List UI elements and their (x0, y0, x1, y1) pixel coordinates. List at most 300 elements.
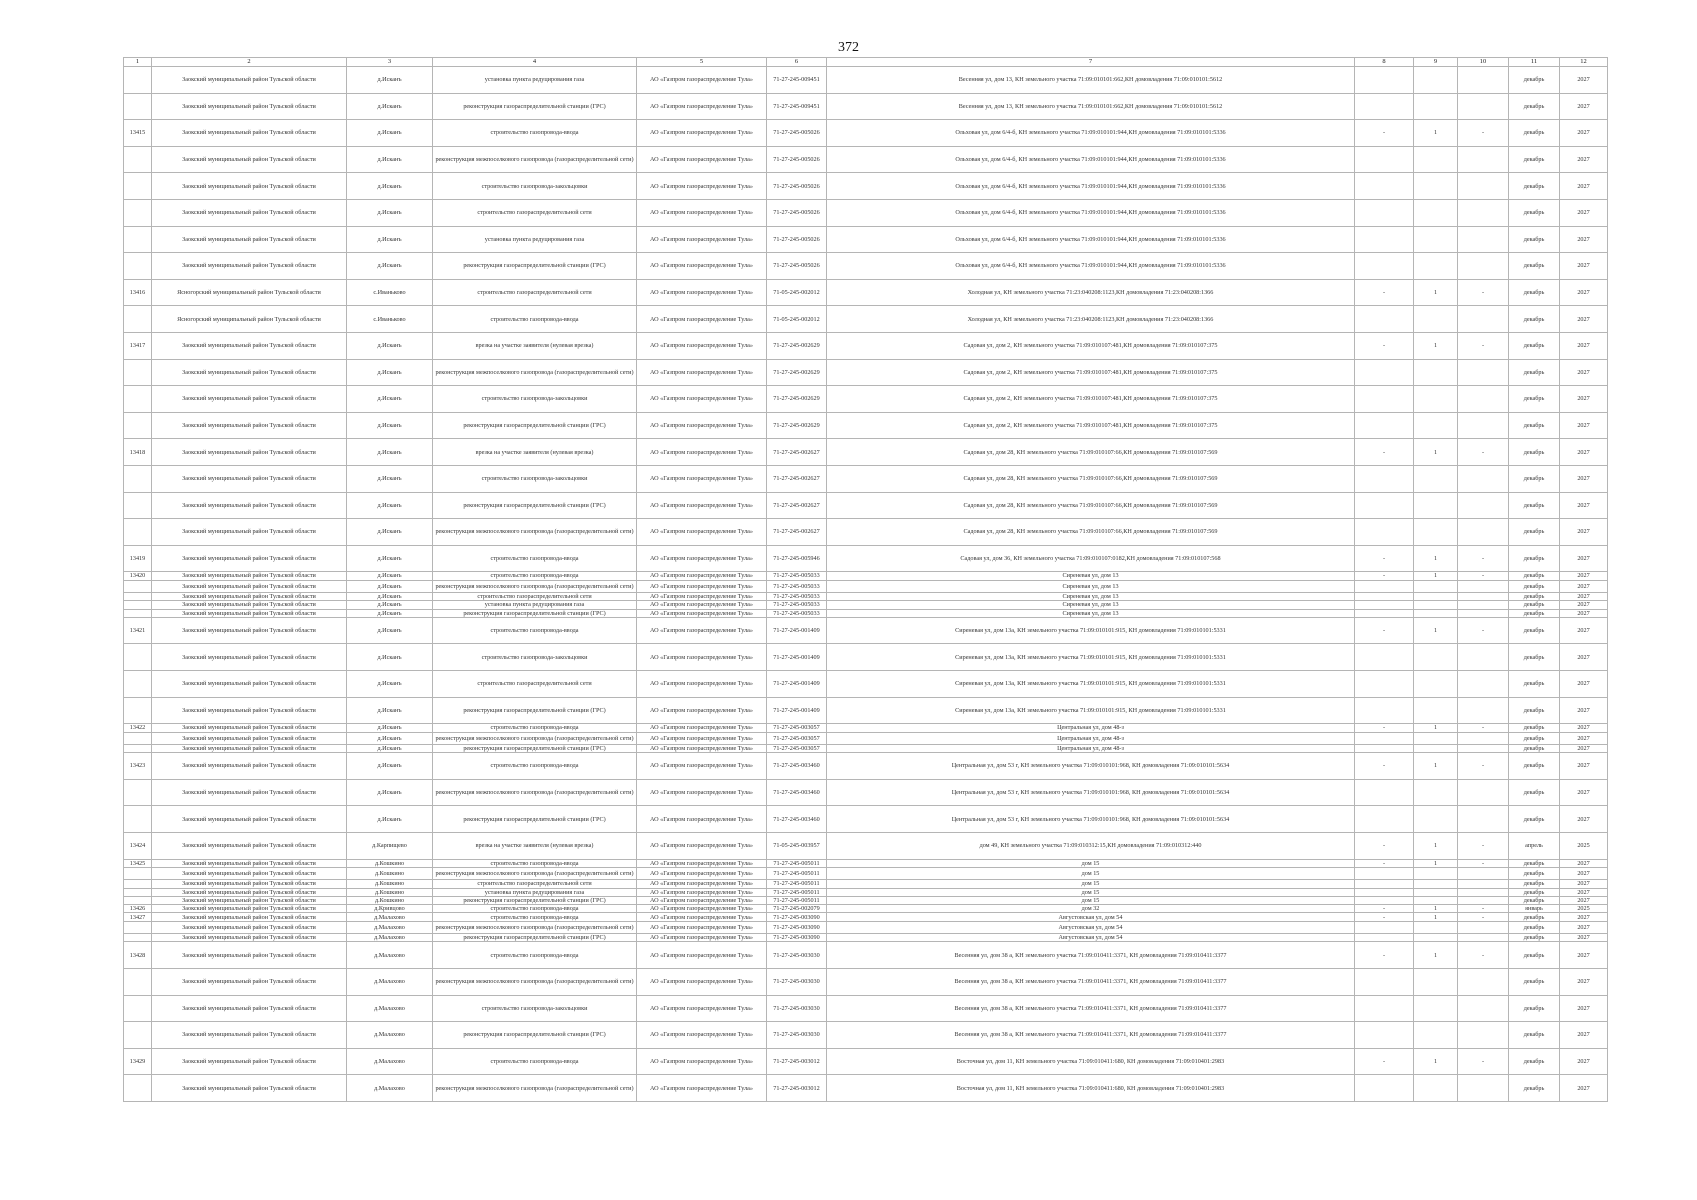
col10-cell (1458, 519, 1509, 546)
table-row (124, 67, 1608, 94)
column-header: 2 (152, 58, 347, 67)
application-code-cell: 71-27-245-003460 (767, 779, 827, 806)
col8-cell (1355, 969, 1414, 996)
col10-cell (1458, 644, 1509, 671)
month-cell: декабрь (1509, 545, 1560, 572)
year-cell: 2027 (1560, 753, 1608, 780)
row-number-cell (124, 806, 152, 833)
district-cell: Заокский муниципальный район Тульской области (152, 1048, 347, 1075)
district-cell: Заокский муниципальный район Тульской области (152, 1075, 347, 1102)
row-number-cell (124, 888, 152, 896)
organization-cell: АО «Газпром газораспределение Тула» (637, 580, 767, 592)
district-cell: Заокский муниципальный район Тульской области (152, 332, 347, 359)
district-cell: Заокский муниципальный район Тульской области (152, 253, 347, 280)
month-cell: декабрь (1509, 724, 1560, 732)
col9-cell (1414, 592, 1458, 600)
col10-cell: - (1458, 572, 1509, 580)
work-type-cell: строительство газопровода-ввода (433, 913, 637, 921)
month-cell: декабрь (1509, 609, 1560, 617)
settlement-cell: д.Кошкино (347, 888, 433, 896)
application-code-cell: 71-05-245-003957 (767, 833, 827, 860)
district-cell: Заокский муниципальный район Тульской области (152, 592, 347, 600)
col8-cell (1355, 519, 1414, 546)
application-code-cell: 71-27-245-001409 (767, 644, 827, 671)
month-cell: декабрь (1509, 732, 1560, 744)
col8-cell (1355, 492, 1414, 519)
table-row (124, 744, 1608, 752)
year-cell: 2027 (1560, 146, 1608, 173)
settlement-cell: с.Иваньково (347, 279, 433, 306)
col9-cell (1414, 779, 1458, 806)
district-cell: Заокский муниципальный район Тульской области (152, 644, 347, 671)
district-cell: Заокский муниципальный район Тульской области (152, 386, 347, 413)
col9-cell: 1 (1414, 617, 1458, 644)
application-code-cell: 71-27-245-005033 (767, 580, 827, 592)
month-cell: декабрь (1509, 867, 1560, 879)
settlement-cell: д.Исканъ (347, 779, 433, 806)
work-type-cell: реконструкция газораспределительной станции (ГРС) (433, 697, 637, 724)
year-cell: 2027 (1560, 867, 1608, 879)
month-cell: декабрь (1509, 93, 1560, 120)
application-code-cell: 71-27-245-003057 (767, 724, 827, 732)
col9-cell (1414, 253, 1458, 280)
organization-cell: АО «Газпром газораспределение Тула» (637, 609, 767, 617)
row-number-cell (124, 306, 152, 333)
settlement-cell: д.Исканъ (347, 465, 433, 492)
table-row (124, 779, 1608, 806)
organization-cell: АО «Газпром газораспределение Тула» (637, 913, 767, 921)
row-number-cell (124, 592, 152, 600)
row-number-cell (124, 671, 152, 698)
organization-cell: АО «Газпром газораспределение Тула» (637, 779, 767, 806)
address-cell: Садовая ул, дом 28, КН земельного участка 71:09:010107:66,КН домовладения 71:09:010107:569 (827, 439, 1355, 466)
table-row (124, 969, 1608, 996)
application-code-cell: 71-27-245-002079 (767, 905, 827, 913)
application-code-cell: 71-27-245-005011 (767, 888, 827, 896)
district-cell: Заокский муниципальный район Тульской области (152, 146, 347, 173)
work-type-cell: строительство газопровода-ввода (433, 545, 637, 572)
work-type-cell: строительство газопровода-ввода (433, 120, 637, 147)
application-code-cell: 71-27-245-003057 (767, 744, 827, 752)
col10-cell (1458, 67, 1509, 94)
address-cell: Восточная ул, дом 11, КН земельного участка 71:09:010411:680, КН домовладения 71:09:010401:2983 (827, 1048, 1355, 1075)
col9-cell (1414, 465, 1458, 492)
column-header: 3 (347, 58, 433, 67)
address-cell: Садовая ул, дом 2, КН земельного участка 71:09:010107:481,КН домовладения 71:09:010107:375 (827, 386, 1355, 413)
table-row (124, 412, 1608, 439)
settlement-cell: д.Исканъ (347, 601, 433, 609)
year-cell: 2027 (1560, 173, 1608, 200)
year-cell: 2027 (1560, 779, 1608, 806)
address-cell: Садовая ул, дом 28, КН земельного участка 71:09:010107:66,КН домовладения 71:09:010107:569 (827, 519, 1355, 546)
settlement-cell: д.Исканъ (347, 412, 433, 439)
year-cell: 2027 (1560, 580, 1608, 592)
col9-cell: 1 (1414, 279, 1458, 306)
table-row (124, 359, 1608, 386)
work-type-cell: реконструкция газораспределительной станции (ГРС) (433, 806, 637, 833)
col8-cell: - (1355, 859, 1414, 867)
work-type-cell: установка пункта редуцирования газа (433, 226, 637, 253)
col10-cell: - (1458, 439, 1509, 466)
application-code-cell: 71-27-245-009451 (767, 93, 827, 120)
district-cell: Заокский муниципальный район Тульской области (152, 753, 347, 780)
application-code-cell: 71-27-245-002629 (767, 332, 827, 359)
address-cell: Садовая ул, дом 2, КН земельного участка 71:09:010107:481,КН домовладения 71:09:010107:375 (827, 359, 1355, 386)
col8-cell (1355, 412, 1414, 439)
month-cell: декабрь (1509, 779, 1560, 806)
district-cell: Заокский муниципальный район Тульской области (152, 173, 347, 200)
district-cell: Заокский муниципальный район Тульской области (152, 859, 347, 867)
organization-cell: АО «Газпром газораспределение Тула» (637, 1048, 767, 1075)
settlement-cell: д.Исканъ (347, 519, 433, 546)
district-cell: Заокский муниципальный район Тульской области (152, 93, 347, 120)
col8-cell (1355, 888, 1414, 896)
month-cell: декабрь (1509, 279, 1560, 306)
row-number-cell: 13421 (124, 617, 152, 644)
address-cell: Сиреневая ул, дом 13а, КН земельного участка 71:09:010101:915, КН домовладения 71:09:010101:5331 (827, 617, 1355, 644)
district-cell: Заокский муниципальный район Тульской области (152, 359, 347, 386)
col10-cell: - (1458, 859, 1509, 867)
address-cell: Августовская ул, дом 54 (827, 921, 1355, 933)
month-cell: декабрь (1509, 67, 1560, 94)
address-cell: Сиреневая ул, дом 13 (827, 592, 1355, 600)
address-cell: Садовая ул, дом 2, КН земельного участка 71:09:010107:481,КН домовладения 71:09:010107:375 (827, 332, 1355, 359)
address-cell: дом 32 (827, 905, 1355, 913)
table-row (124, 572, 1608, 580)
settlement-cell: д.Исканъ (347, 173, 433, 200)
application-code-cell: 71-27-245-001409 (767, 617, 827, 644)
table-row (124, 580, 1608, 592)
col9-cell (1414, 671, 1458, 698)
organization-cell: АО «Газпром газораспределение Тула» (637, 896, 767, 904)
table-row (124, 921, 1608, 933)
year-cell: 2027 (1560, 359, 1608, 386)
month-cell: декабрь (1509, 412, 1560, 439)
application-code-cell: 71-27-245-005033 (767, 592, 827, 600)
month-cell: декабрь (1509, 644, 1560, 671)
district-cell: Ясногорский муниципальный район Тульской области (152, 279, 347, 306)
month-cell: декабрь (1509, 519, 1560, 546)
address-cell: Сиреневая ул, дом 13а, КН земельного участка 71:09:010101:915, КН домовладения 71:09:010101:5331 (827, 644, 1355, 671)
district-cell: Заокский муниципальный район Тульской области (152, 833, 347, 860)
col8-cell (1355, 580, 1414, 592)
month-cell: декабрь (1509, 969, 1560, 996)
month-cell: декабрь (1509, 386, 1560, 413)
col9-cell (1414, 921, 1458, 933)
organization-cell: АО «Газпром газораспределение Тула» (637, 492, 767, 519)
address-cell: Центральная ул, дом 48-з (827, 724, 1355, 732)
address-cell: Весенняя ул, дом 38 а, КН земельного участка 71:09:010411:3371, КН домовладения 71:09:010411:3377 (827, 969, 1355, 996)
application-code-cell: 71-27-245-005026 (767, 173, 827, 200)
work-type-cell: установка пункта редуцирования газа (433, 601, 637, 609)
row-number-cell (124, 93, 152, 120)
organization-cell: АО «Газпром газораспределение Тула» (637, 572, 767, 580)
application-code-cell: 71-27-245-002629 (767, 359, 827, 386)
col10-cell (1458, 386, 1509, 413)
col9-cell (1414, 744, 1458, 752)
settlement-cell: д.Исканъ (347, 492, 433, 519)
address-cell: дом 15 (827, 867, 1355, 879)
organization-cell: АО «Газпром газораспределение Тула» (637, 697, 767, 724)
year-cell: 2027 (1560, 921, 1608, 933)
table-row (124, 888, 1608, 896)
month-cell: декабрь (1509, 465, 1560, 492)
column-header: 4 (433, 58, 637, 67)
settlement-cell: д.Исканъ (347, 592, 433, 600)
row-number-cell: 13425 (124, 859, 152, 867)
col9-cell (1414, 1075, 1458, 1102)
application-code-cell: 71-27-245-005011 (767, 896, 827, 904)
organization-cell: АО «Газпром газораспределение Тула» (637, 359, 767, 386)
col8-cell (1355, 934, 1414, 942)
address-cell: Центральная ул, дом 48-з (827, 744, 1355, 752)
table-row (124, 753, 1608, 780)
work-type-cell: строительство газораспределительной сети (433, 199, 637, 226)
col8-cell (1355, 93, 1414, 120)
organization-cell: АО «Газпром газораспределение Тула» (637, 1075, 767, 1102)
application-code-cell: 71-27-245-001409 (767, 671, 827, 698)
col8-cell (1355, 880, 1414, 888)
col10-cell (1458, 806, 1509, 833)
year-cell: 2027 (1560, 644, 1608, 671)
application-code-cell: 71-27-245-005033 (767, 572, 827, 580)
organization-cell: АО «Газпром газораспределение Тула» (637, 545, 767, 572)
district-cell: Заокский муниципальный район Тульской области (152, 969, 347, 996)
table-row (124, 279, 1608, 306)
work-type-cell: строительство газопровода-ввода (433, 617, 637, 644)
work-type-cell: реконструкция межпоселкового газопровода (газораспределительной сети) (433, 359, 637, 386)
row-number-cell (124, 173, 152, 200)
district-cell: Заокский муниципальный район Тульской области (152, 226, 347, 253)
col10-cell (1458, 969, 1509, 996)
organization-cell: АО «Газпром газораспределение Тула» (637, 306, 767, 333)
district-cell: Заокский муниципальный район Тульской области (152, 934, 347, 942)
address-cell: Центральная ул, дом 53 г, КН земельного участка 71:09:010101:968, КН домовладения 71:09:010101:5634 (827, 806, 1355, 833)
settlement-cell: д.Исканъ (347, 67, 433, 94)
year-cell: 2027 (1560, 412, 1608, 439)
year-cell: 2027 (1560, 880, 1608, 888)
district-cell: Заокский муниципальный район Тульской области (152, 779, 347, 806)
work-type-cell: реконструкция газораспределительной станции (ГРС) (433, 93, 637, 120)
column-header: 1 (124, 58, 152, 67)
settlement-cell: д.Исканъ (347, 806, 433, 833)
year-cell: 2027 (1560, 226, 1608, 253)
district-cell: Заокский муниципальный район Тульской области (152, 913, 347, 921)
year-cell: 2027 (1560, 995, 1608, 1022)
col10-cell (1458, 580, 1509, 592)
month-cell: декабрь (1509, 306, 1560, 333)
month-cell: декабрь (1509, 120, 1560, 147)
settlement-cell: д.Кошкино (347, 867, 433, 879)
month-cell: декабрь (1509, 896, 1560, 904)
work-type-cell: реконструкция межпоселкового газопровода (газораспределительной сети) (433, 1075, 637, 1102)
row-number-cell (124, 995, 152, 1022)
col9-cell (1414, 146, 1458, 173)
settlement-cell: д.Исканъ (347, 644, 433, 671)
table-row (124, 880, 1608, 888)
row-number-cell: 13423 (124, 753, 152, 780)
month-cell: декабрь (1509, 253, 1560, 280)
col9-cell: 1 (1414, 545, 1458, 572)
settlement-cell: д.Исканъ (347, 93, 433, 120)
address-cell: дом 15 (827, 859, 1355, 867)
organization-cell: АО «Газпром газораспределение Тула» (637, 279, 767, 306)
table-row (124, 942, 1608, 969)
row-number-cell (124, 644, 152, 671)
district-cell: Заокский муниципальный район Тульской области (152, 671, 347, 698)
col10-cell: - (1458, 120, 1509, 147)
month-cell: декабрь (1509, 1048, 1560, 1075)
col8-cell (1355, 173, 1414, 200)
col9-cell (1414, 995, 1458, 1022)
organization-cell: АО «Газпром газораспределение Тула» (637, 905, 767, 913)
settlement-cell: д.Карпищево (347, 833, 433, 860)
year-cell: 2027 (1560, 609, 1608, 617)
district-cell: Заокский муниципальный район Тульской области (152, 744, 347, 752)
year-cell: 2025 (1560, 833, 1608, 860)
work-type-cell: установка пункта редуцирования газа (433, 888, 637, 896)
organization-cell: АО «Газпром газораспределение Тула» (637, 93, 767, 120)
settlement-cell: д.Кошкино (347, 859, 433, 867)
col9-cell (1414, 519, 1458, 546)
table-row (124, 697, 1608, 724)
col10-cell (1458, 779, 1509, 806)
table-row (124, 93, 1608, 120)
organization-cell: АО «Газпром газораспределение Тула» (637, 412, 767, 439)
address-cell: Сиреневая ул, дом 13 (827, 572, 1355, 580)
organization-cell: АО «Газпром газораспределение Тула» (637, 332, 767, 359)
col8-cell: - (1355, 905, 1414, 913)
work-type-cell: строительство газопровода-ввода (433, 942, 637, 969)
address-cell: Весенняя ул, дом 38 а, КН земельного участка 71:09:010411:3371, КН домовладения 71:09:010411:3377 (827, 1022, 1355, 1049)
col8-cell (1355, 671, 1414, 698)
application-code-cell: 71-27-245-003030 (767, 969, 827, 996)
row-number-cell: 13429 (124, 1048, 152, 1075)
year-cell: 2027 (1560, 934, 1608, 942)
year-cell: 2027 (1560, 492, 1608, 519)
col9-cell (1414, 199, 1458, 226)
month-cell: декабрь (1509, 146, 1560, 173)
district-cell: Заокский муниципальный район Тульской области (152, 880, 347, 888)
col8-cell: - (1355, 942, 1414, 969)
month-cell: январь (1509, 905, 1560, 913)
address-cell: Весенняя ул, дом 13, КН земельного участка 71:09:010101:662,КН домовладения 71:09:010101:5612 (827, 93, 1355, 120)
district-cell: Заокский муниципальный район Тульской области (152, 199, 347, 226)
address-cell: дом 49, КН земельного участка 71:09:010312:15,КН домовладения 71:09:010312:440 (827, 833, 1355, 860)
col8-cell: - (1355, 120, 1414, 147)
address-cell: Садовая ул, дом 2, КН земельного участка 71:09:010107:481,КН домовладения 71:09:010107:375 (827, 412, 1355, 439)
month-cell: декабрь (1509, 744, 1560, 752)
col10-cell: - (1458, 905, 1509, 913)
row-number-cell (124, 492, 152, 519)
work-type-cell: реконструкция газораспределительной станции (ГРС) (433, 896, 637, 904)
month-cell: декабрь (1509, 332, 1560, 359)
year-cell: 2027 (1560, 942, 1608, 969)
application-code-cell: 71-27-245-005026 (767, 226, 827, 253)
address-cell: Весенняя ул, дом 38 а, КН земельного участка 71:09:010411:3371, КН домовладения 71:09:010411:3377 (827, 942, 1355, 969)
address-cell: Августовская ул, дом 54 (827, 913, 1355, 921)
row-number-cell: 13427 (124, 913, 152, 921)
col9-cell (1414, 867, 1458, 879)
page-number: 372 (838, 40, 859, 55)
work-type-cell: реконструкция газораспределительной станции (ГРС) (433, 609, 637, 617)
table-row (124, 833, 1608, 860)
table-row (124, 732, 1608, 744)
settlement-cell: д.Исканъ (347, 572, 433, 580)
work-type-cell: строительство газопровода-ввода (433, 1048, 637, 1075)
col9-cell (1414, 412, 1458, 439)
col10-cell: - (1458, 724, 1509, 732)
col8-cell: - (1355, 279, 1414, 306)
col9-cell (1414, 93, 1458, 120)
address-cell: Весенняя ул, дом 13, КН земельного участка 71:09:010101:662,КН домовладения 71:09:010101:5612 (827, 67, 1355, 94)
address-cell: Сиреневая ул, дом 13а, КН земельного участка 71:09:010101:915, КН домовладения 71:09:010101:5331 (827, 671, 1355, 698)
organization-cell: АО «Газпром газораспределение Тула» (637, 942, 767, 969)
work-type-cell: реконструкция газораспределительной станции (ГРС) (433, 492, 637, 519)
application-code-cell: 71-27-245-003090 (767, 921, 827, 933)
table-row (124, 226, 1608, 253)
col9-cell: 1 (1414, 942, 1458, 969)
col10-cell (1458, 465, 1509, 492)
application-code-cell: 71-27-245-002627 (767, 492, 827, 519)
col8-cell (1355, 1075, 1414, 1102)
table-row (124, 120, 1608, 147)
col10-cell (1458, 697, 1509, 724)
col10-cell (1458, 888, 1509, 896)
organization-cell: АО «Газпром газораспределение Тула» (637, 1022, 767, 1049)
work-type-cell: реконструкция газораспределительной станции (ГРС) (433, 253, 637, 280)
organization-cell: АО «Газпром газораспределение Тула» (637, 995, 767, 1022)
col9-cell: 1 (1414, 753, 1458, 780)
application-code-cell: 71-27-245-003090 (767, 913, 827, 921)
settlement-cell: д.Исканъ (347, 580, 433, 592)
row-number-cell: 13419 (124, 545, 152, 572)
row-number-cell (124, 146, 152, 173)
organization-cell: АО «Газпром газораспределение Тула» (637, 921, 767, 933)
table-row (124, 724, 1608, 732)
settlement-cell: д.Исканъ (347, 359, 433, 386)
table-row (124, 465, 1608, 492)
work-type-cell: врезка на участке заявителя (нулевая врезка) (433, 439, 637, 466)
row-number-cell (124, 779, 152, 806)
col8-cell: - (1355, 1048, 1414, 1075)
row-number-cell (124, 1022, 152, 1049)
work-type-cell: строительство газопровода-закольцовки (433, 386, 637, 413)
application-code-cell: 71-27-245-002627 (767, 439, 827, 466)
district-cell: Ясногорский муниципальный район Тульской области (152, 306, 347, 333)
application-code-cell: 71-27-245-005026 (767, 253, 827, 280)
month-cell: декабрь (1509, 359, 1560, 386)
work-type-cell: реконструкция межпоселкового газопровода (газораспределительной сети) (433, 519, 637, 546)
work-type-cell: реконструкция межпоселкового газопровода (газораспределительной сети) (433, 779, 637, 806)
row-number-cell (124, 744, 152, 752)
settlement-cell: д.Исканъ (347, 732, 433, 744)
address-cell: Холодная ул, КН земельного участка 71:23:040208:1123,КН домовладения 71:23:040208:1366 (827, 279, 1355, 306)
year-cell: 2027 (1560, 120, 1608, 147)
month-cell: декабрь (1509, 580, 1560, 592)
col8-cell: - (1355, 332, 1414, 359)
work-type-cell: строительство газопровода-ввода (433, 859, 637, 867)
organization-cell: АО «Газпром газораспределение Тула» (637, 833, 767, 860)
settlement-cell: д.Малахово (347, 1048, 433, 1075)
month-cell: декабрь (1509, 995, 1560, 1022)
col8-cell (1355, 306, 1414, 333)
row-number-cell: 13416 (124, 279, 152, 306)
application-code-cell: 71-27-245-005033 (767, 601, 827, 609)
year-cell: 2027 (1560, 888, 1608, 896)
row-number-cell (124, 67, 152, 94)
work-type-cell: строительство газопровода-закольцовки (433, 644, 637, 671)
